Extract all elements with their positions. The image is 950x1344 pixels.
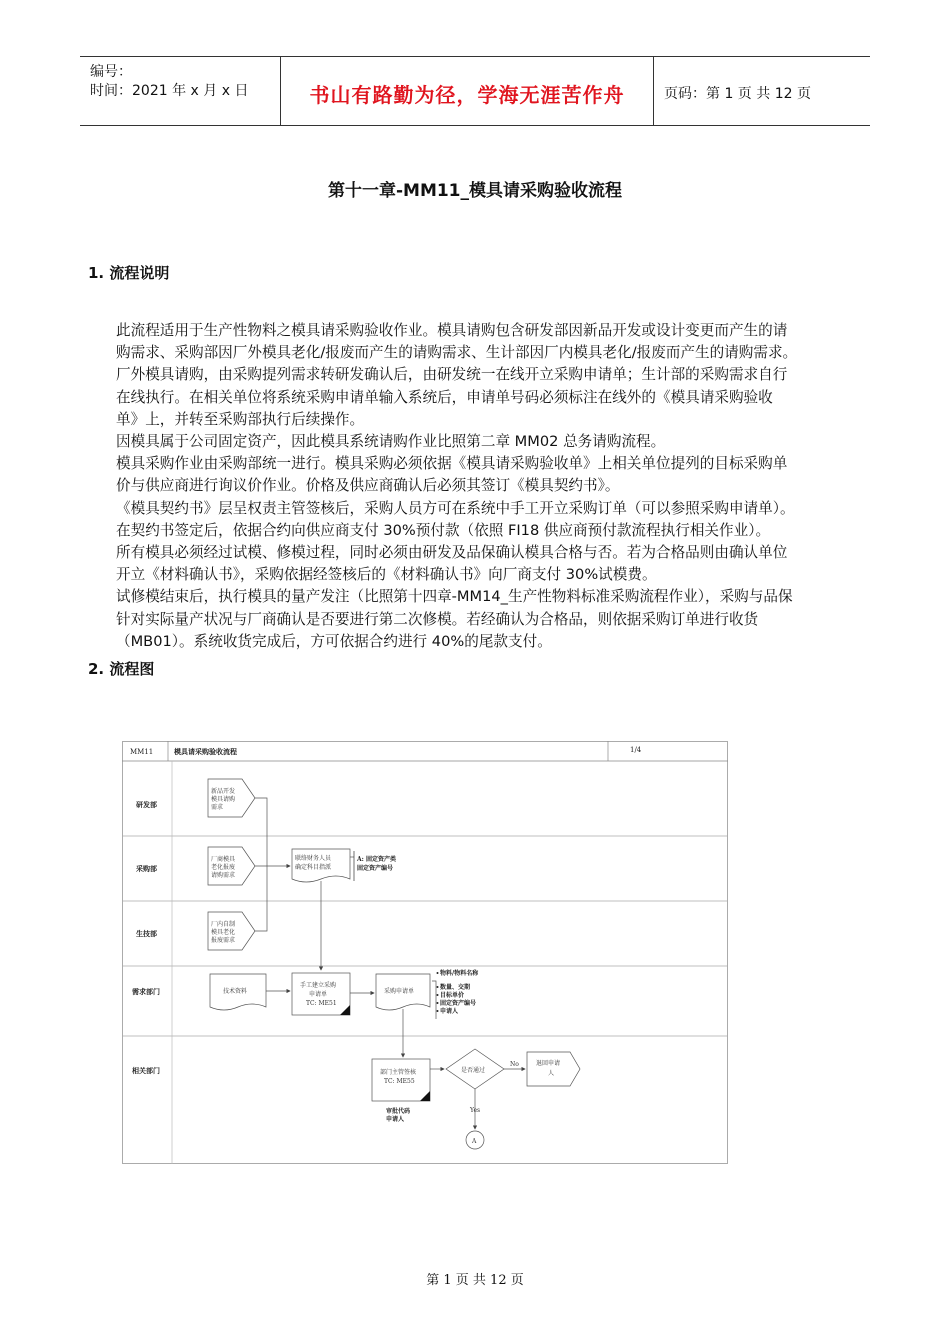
tech-data-box: [210, 974, 266, 1010]
finance-contact-box: [292, 849, 350, 882]
svg-text:联络财务人员: 联络财务人员: [295, 855, 332, 862]
section-heading-flowchart: 2. 流程图: [88, 660, 155, 678]
return-requester-box: [527, 1052, 580, 1086]
flowchart-code: MM11: [130, 748, 154, 756]
svg-text:模具请购: 模具请购: [211, 796, 236, 803]
svg-text:厂商模具: 厂商模具: [211, 856, 236, 863]
svg-text:技术资料: 技术资料: [223, 988, 248, 995]
process-description: [116, 320, 876, 653]
section-heading-description: 1. 流程说明: [88, 264, 170, 282]
svg-text:退回申请: 退回申请: [536, 1060, 561, 1067]
paragraph-line: 购需求、采购部因厂外模具老化/报废而产生的请购需求、生计部因厂内模具老化/报废而产生的请购需求。: [116, 344, 798, 362]
header-info-cell: [80, 57, 281, 125]
paragraph-line: 试修模结束后，执行模具的量产发注（比照第十四章-MM14_生产性物料标准采购流程作业），采购与品保: [116, 588, 793, 606]
svg-text:申请单: 申请单: [309, 991, 328, 998]
asset-note: 固定资产编号: [357, 865, 394, 872]
svg-text:老化报废: 老化报废: [211, 864, 236, 871]
svg-text:新品开发: 新品开发: [211, 788, 236, 795]
lane-label-production: 生技部: [136, 929, 157, 938]
flowchart-name: 模具请采购验收流程: [174, 747, 237, 756]
approval-decision: [446, 1049, 504, 1089]
connector-a: [466, 1131, 484, 1149]
svg-text:报废需求: 报废需求: [211, 937, 236, 944]
header-page-cell: [654, 57, 870, 125]
header-page-code: 页码：第 1 页 共 12 页: [664, 86, 811, 102]
svg-text:需求: 需求: [211, 804, 224, 811]
requisition-fields-list: [437, 969, 480, 1015]
purchase-need-box: [208, 847, 255, 885]
lane-label-rd: 研发部: [136, 800, 157, 809]
flowchart: [122, 741, 728, 1164]
manual-requisition-box: [292, 973, 350, 1015]
paragraph-line: 单》上，并转至采购部执行后续操作。: [116, 410, 365, 428]
paragraph-line: 所有模具必须经过试模、修模过程，同时必须由研发及品保确认模具合格与否。若为合格品则由确认单位: [116, 544, 788, 562]
decision-yes-label: Yes: [470, 1107, 481, 1114]
doc-number-label: 编号：: [90, 64, 132, 80]
paragraph-line: （MB01）。系统收货完成后，方可依据合约进行 40%的尾款支付。: [116, 632, 552, 650]
header-motto-cell: [281, 57, 654, 125]
production-need-box: [208, 912, 255, 950]
flowchart-page: 1/4: [630, 746, 642, 754]
svg-text:请购需求: 请购需求: [211, 872, 236, 879]
svg-text:申请人: 申请人: [440, 1008, 459, 1015]
svg-text:目标单价: 目标单价: [440, 992, 465, 999]
document-title: 第十一章-MM11_模具请采购验收流程: [327, 181, 623, 201]
requisition-doc-box: [376, 974, 430, 1010]
header-motto: 书山有路勤为径，学海无涯苦作舟: [309, 83, 625, 107]
doc-date-label: 时间：2021 年 x 月 x 日: [90, 83, 249, 99]
paragraph-line: 价与供应商进行询议价作业。价格及供应商确认后必须其签订《模具契约书》。: [116, 477, 620, 495]
manager-approval-box: [372, 1059, 430, 1101]
asset-note: A: 固定资产类: [357, 856, 396, 863]
svg-text:确定科目指派: 确定科目指派: [295, 864, 332, 871]
approval-note: 审批代码: [386, 1108, 411, 1115]
paragraph-line: 模具采购作业由采购部统一进行。模具采购必须依据《模具请采购验收单》上相关单位提列的目标采购单: [116, 455, 788, 473]
svg-text:A: A: [472, 1138, 477, 1145]
svg-text:手工建立采购: 手工建立采购: [300, 982, 337, 989]
page-footer: 第 1 页 共 12 页: [426, 1273, 524, 1288]
svg-text:厂内自制: 厂内自制: [211, 921, 236, 928]
paragraph-line: 厂外模具请购，由采购提列需求转研发确认后，由研发统一在线开立采购申请单；生计部的采购需求自行: [116, 366, 788, 384]
paragraph-line: 因模具属于公司固定资产，因此模具系统请购作业比照第二章 MM02 总务请购流程。: [116, 433, 666, 451]
lane-label-purchasing: 采购部: [136, 864, 157, 873]
svg-text:物料/物料名称: 物料/物料名称: [440, 970, 479, 977]
paragraph-line: 此流程适用于生产性物料之模具请采购验收作业。模具请购包含研发部因新品开发或设计变更而产生的请: [116, 322, 788, 339]
paragraph-line: 在线执行。在相关单位将系统采购申请单输入系统后，申请单号码必须标注在线外的《模具请采购验收: [116, 388, 773, 406]
svg-text:模具老化: 模具老化: [211, 929, 236, 936]
approval-note: 申请人: [386, 1116, 405, 1123]
svg-text:TC: ME51: TC: ME51: [306, 1000, 337, 1007]
paragraph-line: 针对实际量产状况与厂商确认是否要进行第二次修模。若经确认为合格品，则依据采购订单进行收货: [116, 610, 759, 628]
paragraph-line: 开立《材料确认书》，采购依据经签核后的《材料确认书》向厂商支付 30%试模费。: [116, 566, 657, 584]
svg-text:人: 人: [548, 1070, 555, 1077]
page-header: [80, 56, 870, 126]
paragraph-line: 《模具契约书》层呈权责主管签核后，采购人员方可在系统中手工开立采购订单（可以参照采购申请单）。: [116, 499, 795, 517]
svg-text:部门主管签核: 部门主管签核: [380, 1069, 417, 1076]
svg-text:是否通过: 是否通过: [461, 1067, 486, 1074]
paragraph-line: 在契约书签定后，依据合约向供应商支付 30%预付款（依照 FI18 供应商预付款流程执行相关作业）。: [116, 521, 771, 539]
lane-label-requester: 需求部门: [132, 987, 160, 996]
lane-label-related: 相关部门: [132, 1066, 160, 1075]
rd-need-box: [208, 779, 255, 817]
svg-text:TC: ME55: TC: ME55: [384, 1078, 415, 1085]
svg-text:数量、交期: 数量、交期: [440, 984, 471, 991]
svg-text:采购申请单: 采购申请单: [384, 988, 415, 995]
svg-text:固定资产编号: 固定资产编号: [440, 1000, 477, 1007]
decision-no-label: No: [510, 1061, 519, 1068]
